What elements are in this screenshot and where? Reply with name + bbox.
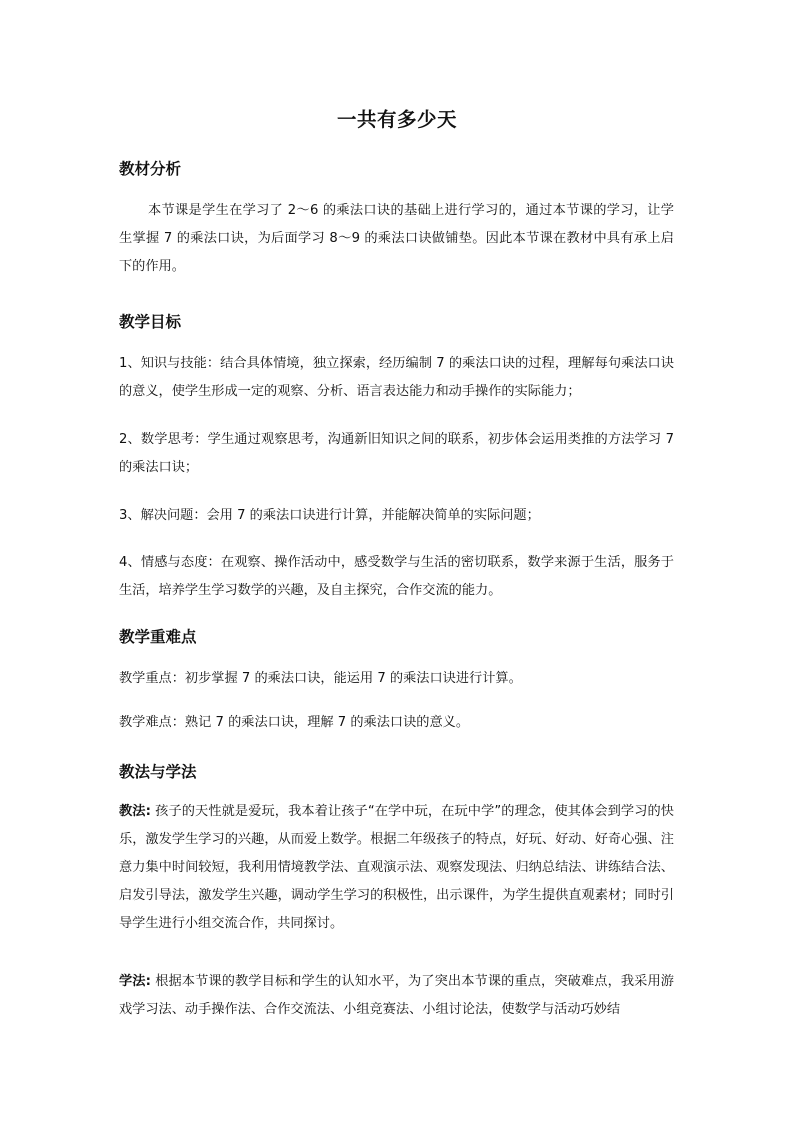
key-point-paragraph: 教学重点：初步掌握 7 的乘法口诀，能运用 7 的乘法口诀进行计算。 — [119, 671, 522, 686]
learning-method-text: 根据本节课的教学目标和学生的认知水平，为了突出本节课的重点，突破难点，我采用游戏学习法、动手操作法、合作交流法、小组竞赛法、小组讨论法，使数学与活动巧妙结 — [119, 974, 674, 1017]
teaching-method-paragraph — [119, 798, 674, 938]
paragraph-material-analysis: 本节课是学生在学习了 2～6 的乘法口诀的基础上进行学习的，通过本节课的学习，让学生掌握 7 的乘法口诀，为后面学习 8～9 的乘法口诀做铺垫。因此本节课在教材中具有承上启下的作用。 — [119, 203, 674, 274]
learning-method-label: 学法: — [119, 974, 151, 989]
teaching-method-label: 教法: — [119, 804, 151, 819]
document-title: 一共有多少天 — [336, 108, 457, 131]
section-heading-material-analysis: 教材分析 — [119, 160, 182, 178]
learning-method-paragraph — [119, 968, 674, 1024]
goal-item-problem-solving: 3、解决问题：会用 7 的乘法口诀进行计算，并能解决简单的实际问题； — [119, 508, 540, 523]
section-heading-teaching-goals: 教学目标 — [119, 313, 182, 331]
goal-item-emotion-attitude: 4、情感与态度：在观察、操作活动中，感受数学与生活的密切联系，数学来源于生活，服务于生活，培养学生学习数学的兴趣，及自主探究，合作交流的能力。 — [119, 555, 674, 598]
section-heading-key-points: 教学重难点 — [119, 628, 197, 646]
teaching-method-text: 孩子的天性就是爱玩，我本着让孩子“在学中玩，在玩中学”的理念，使其体会到学习的快乐，激发学生学习的兴趣，从而爱上数学。根据二年级孩子的特点，好玩、好动、好奇心强、注意力集中时间较短，我利用情境教学法、直观演示法、观察发现法、归纳总结法、讲练结合法、启发引导法，激发学生兴趣，调动学生学习的积极性，出示课件，为学生提供直观素材；同时引导学生进行小组交流合作，共同探讨。 — [119, 804, 674, 931]
goal-item-knowledge: 1、知识与技能：结合具体情境，独立探索，经历编制 7 的乘法口诀的过程，理解每句乘法口诀的意义，使学生形成一定的观察、分析、语言表达能力和动手操作的实际能力； — [119, 356, 674, 399]
goal-item-math-thinking: 2、数学思考：学生通过观察思考，沟通新旧知识之间的联系，初步体会运用类推的方法学习 7 的乘法口诀； — [119, 432, 674, 475]
difficult-point-paragraph: 教学难点：熟记 7 的乘法口诀，理解 7 的乘法口诀的意义。 — [119, 715, 470, 730]
section-heading-methods: 教法与学法 — [119, 763, 197, 781]
